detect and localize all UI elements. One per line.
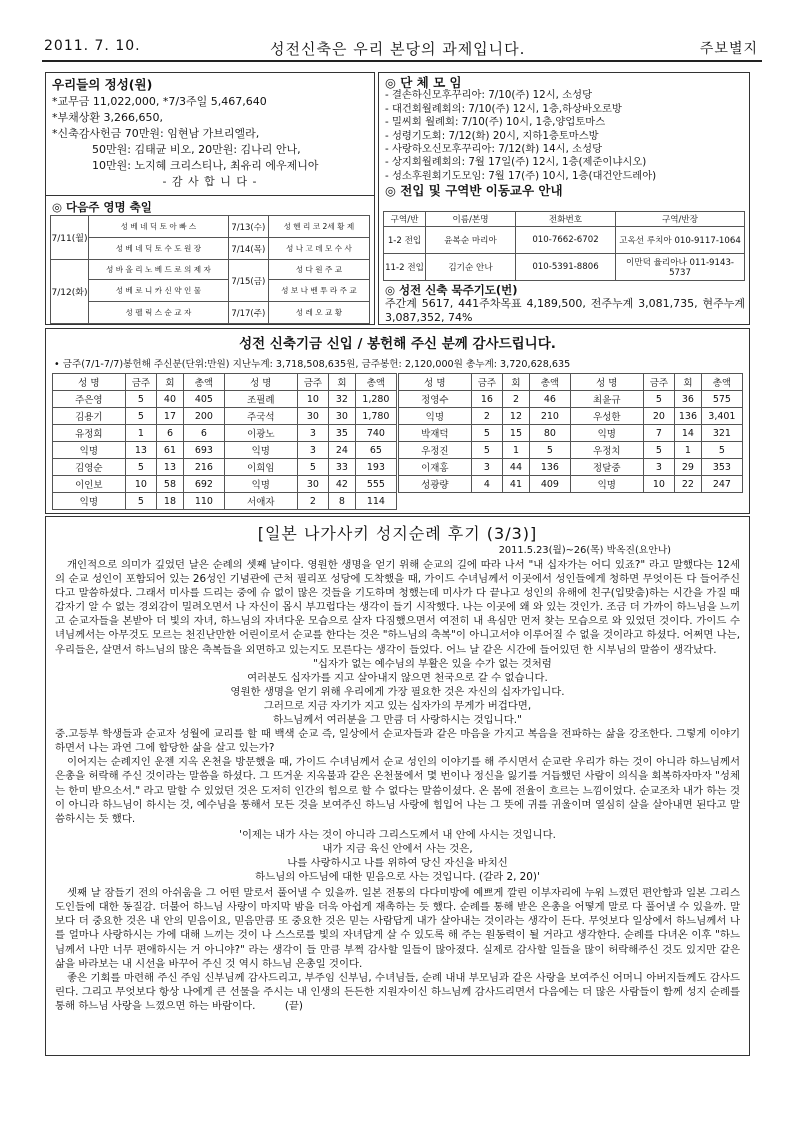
table-row — [53, 476, 397, 493]
feast-saint: 성 레 오 교 황 — [268, 302, 369, 324]
table-cell: 김기순 안나 — [426, 254, 516, 281]
feast-saint: 성 다 원 주 교 — [268, 260, 369, 280]
essay-paragraph — [55, 971, 740, 1013]
meeting-item: - 결손하신모후꾸리아: 7/10(주) 12시, 소성당 — [385, 89, 593, 102]
meeting-item: - 상지회월례회의: 7월 17일(주) 12시, 1층(제준이냐시오) — [385, 156, 647, 169]
feast-saint: 성 바 올 리 노 베 드 로 의 제 자 — [89, 260, 229, 280]
table-cell: 유정희 — [53, 425, 126, 442]
table-cell: 3,401 — [701, 408, 742, 425]
table-cell: 010-5391-8806 — [516, 254, 616, 281]
essay-paragraph: 이어지는 순례지인 운젠 지옥 온천을 방문했을 때, 가이드 수녀님께서 순교 성인의 이야기를 해 주시면서 순교란 우리가 하는 것이 아니라 하느님께서 은총을 허락해 주신 것이라는 말씀을 하셨다. 그 뜨거운 지옥불과 같은 온천물에서 몇 번이나 정신을 잃기를 거듭했던 사람이 의식을 회복하자마자 "성체는 한미 받으소서." 라고 말할 수 있었던 것은 도저히 인간의 힘으로 할 수 없다는 말씀이셨다. 온 몸에 전율이 흐르는 느낌이었다. 순교조차 내가 하는 것이 아니라 하느님이 하시는 것, 예수님을 통해서 모든 것을 보여주신 하느님 사랑에 힘입어 나는 그 뜻에 귀를 귀울이며 열심히 살을 살아내면 된다고 말씀하시는 듯 했다. — [55, 756, 740, 825]
table-cell: 575 — [701, 391, 742, 408]
table-row — [399, 408, 743, 425]
table-cell: 80 — [529, 425, 570, 442]
table-cell: 41 — [503, 476, 530, 493]
table-cell: 14 — [675, 425, 702, 442]
table-cell: 20 — [643, 408, 674, 425]
table-cell: 1-2 전입 — [384, 227, 426, 254]
thanks-line: - 감 사 합 니 다 - — [162, 175, 258, 188]
feast-table — [50, 215, 370, 324]
col-header: 금주 — [125, 374, 156, 391]
table-cell: 정달중 — [570, 459, 643, 476]
table-cell: 6 — [183, 425, 224, 442]
table-cell: 1 — [675, 442, 702, 459]
table-cell: 10 — [125, 476, 156, 493]
left-top-panel — [45, 72, 375, 325]
table-cell: 32 — [329, 391, 356, 408]
table-cell: 321 — [701, 425, 742, 442]
offering-line: *신축감사헌금 70만원: 임현남 가브리엘라, — [52, 127, 260, 140]
table-cell: 29 — [675, 459, 702, 476]
table-cell: 18 — [157, 493, 184, 510]
table-cell: 익명 — [224, 442, 297, 459]
col-header: 성 명 — [224, 374, 297, 391]
table-cell: 최윤규 — [570, 391, 643, 408]
closing-text: 좋은 기회를 마련해 주신 주임 신부님께 감사드리고, 부주임 신부님, 수녀님들, 순례 내내 부모님과 같은 사랑을 보여주신 어머니 아버지들께도 감사드린다. 그리고 무엇보다 항상 나에게 큰 선물을 주시는 내 인생의 든든한 지원자이신 하느님께 감사드리면서 다음에는 더 많은 사람들이 함께 성지 순례를 통해 하느님 사랑을 느꼈으면 하는 바람이다. — [55, 971, 740, 1012]
table-row — [53, 425, 397, 442]
table-cell: 692 — [183, 476, 224, 493]
table-cell: 17 — [157, 408, 184, 425]
essay-paragraph: 중.고등부 학생들과 순교자 성월에 교리를 할 때 백색 순교 즉, 일상에서 순교자들과 같은 마음을 가지고 복음을 전파하는 삶을 강조한다. 그렇게 이야기하면서 나는 과연 그에 합당한 삶을 살고 있는가? — [55, 728, 740, 755]
table-cell: 353 — [701, 459, 742, 476]
feast-title: ◎ 다음주 영명 축일 — [52, 200, 152, 214]
feast-date: 7/15(금) — [228, 260, 268, 302]
col-header: 총액 — [529, 374, 570, 391]
transfer-table — [383, 211, 745, 281]
offering-line: 50만원: 김태균 비오, 20만원: 김나리 안나, — [92, 143, 301, 156]
table-cell: 11-2 전입 — [384, 254, 426, 281]
rosary-text: 주간계 5617, 441주차목표 4,189,500, 전주누계 3,081,735, 현주누계 3,087,352, 74% — [385, 297, 745, 324]
feast-date: 7/13(수) — [228, 216, 268, 238]
table-cell: 16 — [471, 391, 502, 408]
table-cell: 김용기 — [53, 408, 126, 425]
feast-saint: 성 베 로 니 카 신 약 인 물 — [89, 280, 229, 302]
table-cell: 65 — [355, 442, 396, 459]
col-header: 총액 — [701, 374, 742, 391]
table-cell: 740 — [355, 425, 396, 442]
table-cell: 210 — [529, 408, 570, 425]
col-header: 회 — [157, 374, 184, 391]
table-cell: 40 — [157, 391, 184, 408]
table-cell: 010-7662-6702 — [516, 227, 616, 254]
table-cell: 58 — [157, 476, 184, 493]
table-cell: 12 — [503, 408, 530, 425]
table-row — [399, 476, 743, 493]
quote-line: "십자가 없는 예수님의 부활은 있을 수가 없는 것처럼 — [313, 657, 552, 670]
col-header: 금주 — [297, 374, 328, 391]
col-header: 성 명 — [399, 374, 472, 391]
table-cell: 1 — [125, 425, 156, 442]
table-cell: 3 — [643, 459, 674, 476]
col-header: 회 — [329, 374, 356, 391]
col-header: 구역/반 — [384, 212, 426, 227]
table-cell: 42 — [329, 476, 356, 493]
table-cell: 36 — [675, 391, 702, 408]
table-cell: 익명 — [53, 493, 126, 510]
table-cell: 3 — [297, 442, 328, 459]
table-row — [53, 408, 397, 425]
table-cell: 3 — [471, 459, 502, 476]
table-cell: 1 — [503, 442, 530, 459]
table-cell: 익명 — [224, 476, 297, 493]
table-cell: 정영수 — [399, 391, 472, 408]
table-cell: 익명 — [570, 476, 643, 493]
table-cell: 성광량 — [399, 476, 472, 493]
feast-date: 7/11(월) — [51, 216, 89, 260]
table-cell: 24 — [329, 442, 356, 459]
table-cell: 이재홍 — [399, 459, 472, 476]
table-row — [53, 459, 397, 476]
col-header: 금주 — [643, 374, 674, 391]
essay-panel — [45, 516, 750, 1056]
table-cell: 이희임 — [224, 459, 297, 476]
table-cell: 200 — [183, 408, 224, 425]
offering-line: 10만원: 노지혜 크리스티나, 최유리 에우제니아 — [92, 159, 319, 172]
table-cell: 5 — [701, 442, 742, 459]
table-row — [399, 459, 743, 476]
meeting-item: - 성령기도회: 7/12(화) 20시, 지하1층토마스방 — [385, 129, 599, 142]
table-cell: 이만덕 율리아나 011-9143-5737 — [616, 254, 745, 281]
table-cell: 7 — [643, 425, 674, 442]
meeting-item: - 대건회월례회의: 7/10(주) 12시, 1층,하상바오로방 — [385, 102, 622, 115]
col-header: 총액 — [355, 374, 396, 391]
end-mark: (끝) — [284, 999, 303, 1012]
table-cell: 10 — [643, 476, 674, 493]
header-title: 성전신축은 우리 본당의 과제입니다. — [270, 40, 526, 58]
table-cell: 6 — [157, 425, 184, 442]
table-row — [53, 391, 397, 408]
table-cell: 익명 — [399, 408, 472, 425]
table-row — [399, 425, 743, 442]
table-cell: 김영순 — [53, 459, 126, 476]
rosary-title: ◎ 성전 신축 묵주기도(번) — [385, 283, 518, 297]
meeting-item: - 사랑하오신모후꾸리아: 7/12(화) 14시, 소성당 — [385, 143, 603, 156]
table-cell: 익명 — [53, 442, 126, 459]
table-cell: 2 — [503, 391, 530, 408]
table-cell: 555 — [355, 476, 396, 493]
quote-line: 하느님의 아드님에 대한 믿음으로 사는 것입니다. (갈라 2, 20)' — [255, 871, 540, 884]
table-cell: 30 — [329, 408, 356, 425]
donation-panel — [45, 328, 750, 514]
table-cell: 주국석 — [224, 408, 297, 425]
col-header: 구역/반장 — [616, 212, 745, 227]
col-header: 회 — [503, 374, 530, 391]
table-cell: 35 — [329, 425, 356, 442]
table-cell: 33 — [329, 459, 356, 476]
feast-saint: 성 보 나 벤 투 라 주 교 — [268, 280, 369, 302]
table-cell: 10 — [297, 391, 328, 408]
table-cell: 5 — [125, 408, 156, 425]
table-cell: 22 — [675, 476, 702, 493]
table-cell: 136 — [675, 408, 702, 425]
table-cell: 서애자 — [224, 493, 297, 510]
table-cell: 5 — [125, 391, 156, 408]
essay-paragraph: 개인적으로 의미가 깊었던 날은 순례의 셋째 날이다. 영원한 생명을 얻기 위해 순교의 길에 따라 나서 "내 십자가는 어디 있죠?" 라고 말했다는 12세의 순교 성인이 포함되어 있는 26성인 기념관에 근처 필리포 성당에 도착했을 때, 가이드 수녀님께서 이곳에서 성인들에게 청하면 무엇이든 다 들어주신다고 말씀하셨다. 그래서 미사를 드리는 중에 슈 없이 많은 것들을 기도하며 청했는데 미사가 다 끝나고 성인의 유해에 친구(입맞춤)하는 시간을 가질 때 갑자기 알 수 없는 경외감이 밀려오면서 나 자신이 몹시 부끄럽다는 생각이 들기 시작했다. 나는 이곳에 왜 와 있는 것인가. 조금 더 가까이 하느님을 느끼고 순교자들을 본받아 더 빛의 자녀, 하느님의 자녀다운 모습으로 살자 다짐했으면서 여전히 내 욕심만 먼저 찾는 모습으로 와 있었던 것이다. 가이드 수녀님께서는 아무것도 모르는 천진난만한 어린이로서 순교를 한다는 것은 "하느님의 축복"이 아니고서야 이루어질 수 없을 것이라고 하셨다. 어쩌면 나는, 우리들은, 살면서 하느님의 많은 축복들을 외면하고 있는지도 모른다는 생각이 들었다. 어느 날 같은 시간에 들어있던 한 시부님의 말씀이 생각났다. — [55, 559, 740, 656]
quote-line: '이제는 내가 사는 것이 아니라 그리스도께서 내 안에 사시는 것입니다. — [239, 828, 556, 841]
feast-saint: 성 나 고 데 모 수 사 — [268, 238, 369, 260]
offering-title: 우리들의 정성(원) — [52, 77, 153, 92]
table-cell: 15 — [503, 425, 530, 442]
table-cell: 5 — [643, 391, 674, 408]
table-cell: 4 — [471, 476, 502, 493]
table-cell: 5 — [471, 442, 502, 459]
table-cell: 405 — [183, 391, 224, 408]
meeting-item: - 성소후원회기도모임: 7월 17(주) 10시, 1층(대건안드레아) — [385, 169, 657, 182]
table-cell: 우성한 — [570, 408, 643, 425]
table-cell: 박재덕 — [399, 425, 472, 442]
table-cell: 3 — [297, 425, 328, 442]
table-cell: 2 — [471, 408, 502, 425]
quote-line: 나를 사랑하시고 나를 위하여 당신 자신을 바치신 — [287, 856, 508, 869]
table-cell: 주은영 — [53, 391, 126, 408]
table-cell: 30 — [297, 476, 328, 493]
quote-line: 내가 지금 육신 안에서 사는 것은, — [322, 842, 473, 855]
table-cell: 247 — [701, 476, 742, 493]
col-header: 성 명 — [570, 374, 643, 391]
col-header: 전화번호 — [516, 212, 616, 227]
table-row — [53, 493, 397, 510]
quote-line: 영원한 생명을 얻기 위해 우리에게 가장 필요한 것은 자신의 십자가입니다. — [230, 685, 565, 698]
table-cell: 5 — [529, 442, 570, 459]
table-cell: 고옥선 루치아 010-9117-1064 — [616, 227, 745, 254]
table-cell: 우정치 — [570, 442, 643, 459]
feast-saint: 성 베 네 딕 토 아 빠 스 — [89, 216, 229, 238]
table-row — [53, 442, 397, 459]
table-cell: 1,280 — [355, 391, 396, 408]
offering-line: *부채상환 3,266,650, — [52, 111, 163, 124]
col-header: 회 — [675, 374, 702, 391]
essay-paragraph: 셋째 날 잠들기 전의 아쉬움을 그 어떤 말로서 풀어낼 수 있을까. 일본 전통의 다다미방에 예쁘게 깔린 이부자리에 누워 느꼈던 편안함과 일본 그리스도인들에 대한 동질감. 더불어 하느님 사랑이 마지막 밤을 더욱 아쉽게 재촉하는 듯 했다. 순례를 통해 받은 은총을 어떻게 말로 다 풀어낼 수 있을까. 말보다 더 중요한 것은 내 안의 믿음이요, 믿음만큼 또 중요한 것은 믿는 사람답게 내가 살아내는 것이라는 생각이 든다. 무엇보다 일상에서 하느님께서 나를 얼마나 사랑하시는 가에 대해 느끼는 것이 나 스스로를 빛의 자녀답게 살 수 있도록 해 주는 원동력이 될 거라고 생각한다. 순례를 다녀온 이후 "하느님께서 나만 너무 편애하시는 거 아니야?" 라는 생각이 들 만큼 부쩍 감사할 일들이 많아졌다. 실제로 감사할 일들을 많이 허락해주신 것도 있지만 같은 삶을 바라보는 내 시선을 바꾸어 주신 것 역시 하느님 은총일 것이다. — [55, 887, 740, 970]
table-cell: 5 — [471, 425, 502, 442]
table-cell: 110 — [183, 493, 224, 510]
table-cell: 61 — [157, 442, 184, 459]
table-cell: 409 — [529, 476, 570, 493]
group-meeting-title: ◎ 단 체 모 임 — [385, 75, 462, 90]
table-cell: 익명 — [570, 425, 643, 442]
issue-date: 2011. 7. 10. — [44, 38, 141, 54]
feast-date: 7/12(화) — [51, 260, 89, 324]
table-cell: 우정진 — [399, 442, 472, 459]
table-cell: 136 — [529, 459, 570, 476]
feast-date: 7/17(주) — [228, 302, 268, 324]
col-header: 성 명 — [53, 374, 126, 391]
table-cell: 이광노 — [224, 425, 297, 442]
table-cell: 5 — [125, 493, 156, 510]
donor-table-right — [398, 373, 743, 493]
essay-byline: 2011.5.23(월)~26(목) 박옥진(요안나) — [498, 545, 671, 556]
feast-saint: 성 헨 리 코 2세 황 제 — [268, 216, 369, 238]
table-cell: 46 — [529, 391, 570, 408]
table-cell: 5 — [125, 459, 156, 476]
table-cell: 조필례 — [224, 391, 297, 408]
table-cell: 윤복순 마리아 — [426, 227, 516, 254]
table-cell: 2 — [297, 493, 328, 510]
table-cell: 8 — [329, 493, 356, 510]
offering-line: *교무금 11,022,000, *7/3주일 5,467,640 — [52, 95, 267, 108]
right-top-panel — [378, 72, 750, 325]
quote-line: 여러분도 십자가를 지고 살아내지 않으면 천국으로 갈 수 없습니다. — [247, 671, 548, 684]
feast-date: 7/14(목) — [228, 238, 268, 260]
table-cell: 44 — [503, 459, 530, 476]
table-cell: 193 — [355, 459, 396, 476]
feast-saint: 성 베 네 딕 토 수 도 원 장 — [89, 238, 229, 260]
table-cell: 13 — [125, 442, 156, 459]
feast-saint: 성 펠 릭 스 순 교 자 — [89, 302, 229, 324]
table-row — [399, 442, 743, 459]
essay-title: [일본 나가사키 성지순례 후기 (3/3)] — [257, 524, 538, 543]
donation-summary: • 금주(7/1-7/7)봉헌해 주신분(단위:만원) 지난누계: 3,718,508,635원, 금주봉헌: 2,120,000원 총누계: 3,720,628,635 — [54, 359, 571, 370]
table-cell: 114 — [355, 493, 396, 510]
table-cell: 이인보 — [53, 476, 126, 493]
table-cell: 5 — [297, 459, 328, 476]
quote-line: 그러므로 지금 자기가 지고 있는 십자가의 무게가 버겁다면, — [263, 699, 532, 712]
table-cell: 216 — [183, 459, 224, 476]
table-cell: 13 — [157, 459, 184, 476]
donor-table-left — [52, 373, 397, 510]
table-cell: 5 — [643, 442, 674, 459]
col-header: 이름/본명 — [426, 212, 516, 227]
donation-title: 성전 신축기금 신입 / 봉헌해 주신 분께 감사드립니다. — [239, 336, 556, 352]
meeting-item: - 밀씨회 월례회: 7/10(주) 10시, 1층,양업토마스 — [385, 116, 606, 129]
page-header — [42, 36, 762, 62]
table-cell: 693 — [183, 442, 224, 459]
transfer-title: ◎ 전입 및 구역반 이동교우 안내 — [385, 183, 563, 199]
col-header: 총액 — [183, 374, 224, 391]
table-row — [399, 391, 743, 408]
table-cell: 1,780 — [355, 408, 396, 425]
table-cell: 30 — [297, 408, 328, 425]
publication-label: 주보별지 — [699, 41, 758, 57]
col-header: 금주 — [471, 374, 502, 391]
quote-line: 하느님께서 여러분을 그 만큼 더 사랑하시는 것입니다." — [273, 714, 522, 727]
